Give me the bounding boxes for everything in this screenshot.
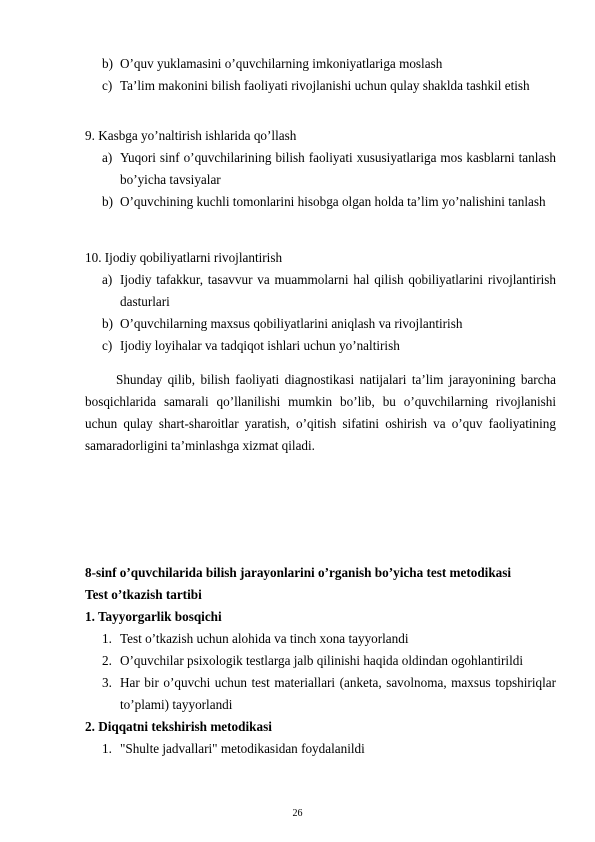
list-item-text: Yuqori sinf o’quvchilarining bilish faoliyati xususiyatlariga mos kasblarni tanlash bo’yicha tavsiyalar — [120, 150, 556, 187]
list-marker: c) — [102, 78, 113, 93]
list-item-text: O’quvchilarning maxsus qobiliyatlarini aniqlash va rivojlantirish — [120, 316, 463, 331]
list-item-text: Ijodiy tafakkur, tasavvur va muammolarni hal qilish qobiliyatlarini rivojlantirish dasturlari — [120, 272, 556, 309]
list-marker: b) — [102, 56, 113, 71]
list-marker: 1. — [102, 631, 112, 646]
list-item — [85, 53, 556, 75]
list-marker: c) — [102, 338, 113, 353]
section-9-heading: 9. Kasbga yo’naltirish ishlarida qo’llash — [85, 128, 297, 143]
list-item-text: Ta’lim makonini bilish faoliyati rivojlanishi uchun qulay shaklda tashkil etish — [120, 78, 530, 93]
list-item — [85, 191, 556, 213]
section-subtitle: Test o’tkazish tartibi — [85, 587, 202, 602]
list-marker: a) — [102, 272, 113, 287]
list-marker: 3. — [102, 675, 112, 690]
section-10-heading: 10. Ijodiy qobiliyatlarni rivojlantirish — [85, 250, 283, 265]
list-item-text: Har bir o’quvchi uchun test materiallari (anketa, savolnoma, maxsus topshiriqlar to’plami) tayyorlandi — [120, 675, 556, 712]
list-marker: a) — [102, 150, 113, 165]
list-marker: b) — [102, 316, 113, 331]
list-item — [85, 738, 556, 760]
list-marker: b) — [102, 194, 113, 209]
conclusion-paragraph: Shunday qilib, bilish faoliyati diagnostikasi natijalari ta’lim jarayonining barcha bosqichlarida samarali qo’llanilishi mumkin bo’lib, bu o’quvchilarning rivojlanishi uchun qulay shart-sharoitlar yaratish, o’qitish sifatini oshirish va o’quv faoliyatining samaradorligini ta’minlashga xizmat qiladi. — [85, 372, 556, 453]
list-item-text: O’quvchining kuchli tomonlarini hisobga olgan holda ta’lim yo’nalishini tanlash — [120, 194, 546, 209]
attention-heading: 2. Diqqatni tekshirish metodikasi — [85, 719, 272, 734]
list-item-text: "Shulte jadvallari" metodikasidan foydalanildi — [120, 741, 365, 756]
list-item — [85, 650, 556, 672]
section-9 — [85, 125, 556, 213]
list-item — [85, 672, 556, 716]
section-title: 8-sinf o’quvchilarida bilish jarayonlarini o’rganish bo’yicha test metodikasi — [85, 565, 512, 580]
prep-heading: 1. Tayyorgarlik bosqichi — [85, 609, 222, 624]
list-marker: 2. — [102, 653, 112, 668]
list-item-text: Test o’tkazish uchun alohida va tinch xona tayyorlandi — [120, 631, 409, 646]
list-item — [85, 75, 556, 97]
list-item-text: O’quvchilar psixologik testlarga jalb qilinishi haqida oldindan ogohlantirildi — [120, 653, 524, 668]
list-item — [85, 628, 556, 650]
list-item — [85, 147, 556, 191]
list-marker: 1. — [102, 741, 112, 756]
methodology-section — [85, 562, 556, 760]
list-item — [85, 269, 556, 313]
page-number: 26 — [292, 808, 303, 819]
section-10 — [85, 247, 556, 357]
list-item-text: O’quv yuklamasini o’quvchilarning imkoniyatlariga moslash — [120, 56, 443, 71]
list-item — [85, 335, 556, 357]
list-item-text: Ijodiy loyihalar va tadqiqot ishlari uchun yo’naltirish — [120, 338, 400, 353]
list-item — [85, 313, 556, 335]
list-8-continuation — [85, 53, 556, 97]
